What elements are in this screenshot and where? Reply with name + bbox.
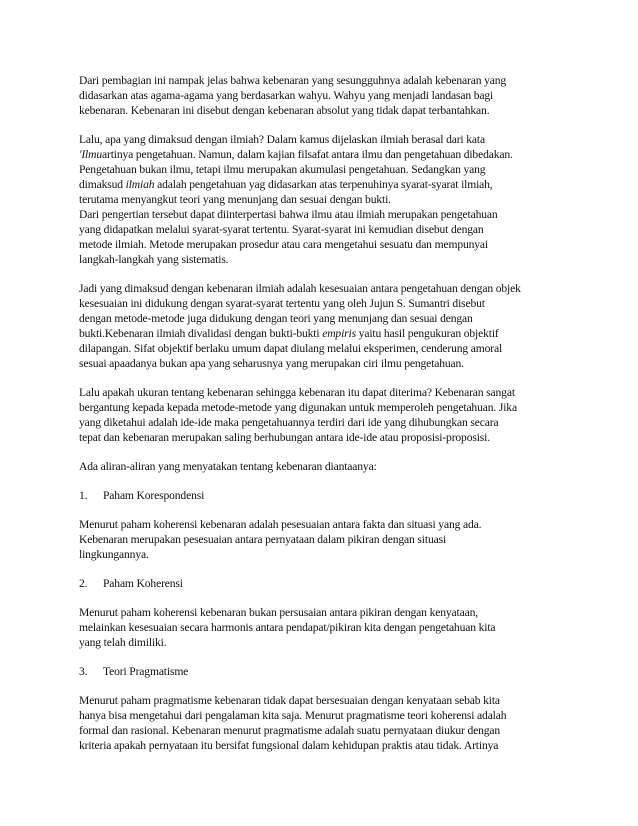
text-line — [79, 147, 569, 162]
text-line — [79, 326, 569, 341]
text-segment: dimaksud — [79, 178, 126, 191]
heading-label: Paham Koherensi — [103, 577, 183, 590]
heading-label: Paham Korespondensi — [103, 489, 205, 502]
text-line: sesuai apaadanya bukan apa yang seharusnya yang merupakan ciri ilmu pengetahuan. — [79, 357, 464, 370]
text-line: didasarkan atas agama-agama yang berdasarkan wahyu. Wahyu yang menjadi landasan bagi — [79, 89, 494, 102]
text-line: yang didapatkan melalui syarat-syarat tertentu. Syarat-syarat ini kemudian disebut dengan — [79, 223, 484, 236]
text-line: metode ilmiah. Metode merupakan prosedur atau cara mengetahui sesuatu dan mempunyai — [79, 238, 488, 251]
text-line: kesesuaian ini didukung dengan syarat-syarat tertentu yang oleh Jujun S. Sumantri disebut — [79, 297, 485, 310]
paragraph-definisi-ilmiah — [79, 132, 569, 207]
text-line: kriteria apakah pernyataan itu bersifat fungsional dalam kehidupan praktis atau tidak. Artinya — [79, 739, 499, 752]
text-line: Dari pengertian tersebut dapat diinterpertasi bahwa ilmu atau ilmiah merupakan pengetahuan — [79, 208, 498, 221]
text-line: Ada aliran-aliran yang menyatakan tentang kebenaran diantaanya: — [79, 460, 377, 473]
text-line: Menurut paham koherensi kebenaran bukan persusaian antara pikiran dengan kenyataan, — [79, 606, 478, 619]
section-heading-koherensi — [79, 576, 569, 591]
text-line: dengan metode-metode juga didukung dengan teori yang menunjang dan sesuai dengan — [79, 312, 473, 325]
text-segment: yaitu hasil pengukuran objektif — [355, 327, 499, 340]
text-line: Dari pembagian ini nampak jelas bahwa kebenaran yang sesungguhnya adalah kebenaran yang — [79, 74, 507, 87]
paragraph-aliran-kebenaran — [79, 459, 569, 474]
text-line: Jadi yang dimaksud dengan kebenaran ilmiah adalah kesesuaian antara pengetahuan dengan objek — [79, 282, 521, 295]
text-line: lingkungannya. — [79, 548, 149, 561]
text-line: Pengetahuan bukan ilmu, tetapi ilmu merupakan akumulasi pengetahuan. Sedangkan yang — [79, 163, 486, 176]
heading-number: 1. — [79, 489, 88, 502]
paragraph-metode-ilmiah — [79, 207, 569, 267]
heading-number: 3. — [79, 665, 88, 678]
text-line: Menurut paham koherensi kebenaran adalah pesesuaian antara fakta dan situasi yang ada. — [79, 518, 482, 531]
text-line: hanya bisa mengetahui dari pengalaman kita saja. Menurut pragmatisme teori koherensi adalah — [79, 709, 507, 722]
text-line: bergantung kepada kepada metode-metode yang digunakan untuk memperoleh pengetahuan. Jika — [79, 401, 517, 414]
paragraph-koherensi — [79, 605, 569, 650]
text-line: langkah-langkah yang sistematis. — [79, 253, 229, 266]
text-segment: artinya pengetahuan. Namun, dalam kajian filsafat antara ilmu dan pengetahuan dibedakan. — [101, 148, 513, 161]
paragraph-korespondensi — [79, 517, 569, 562]
paragraph-kebenaran-ilmiah — [79, 281, 569, 371]
section-heading-pragmatisme — [79, 664, 569, 679]
text-line: Lalu apakah ukuran tentang kebenaran sehingga kebenaran itu dapat diterima? Kebenaran sangat — [79, 386, 515, 399]
text-segment: bukti.Kebenaran ilmiah divalidasi dengan bukti-bukti — [79, 327, 323, 340]
text-line: tepat dan kebenaran merupakan saling berhubungan antara ide-ide atau proposisi-proposisi. — [79, 431, 490, 444]
text-line: Kebenaran merupakan pesesuaian antara pernyataan dalam pikiran dengan situasi — [79, 533, 447, 546]
document-page — [79, 73, 569, 753]
text-line: yang diketahui adalah ide-ide maka pengetahuannya terdiri dari ide yang dihubungkan secara — [79, 416, 499, 429]
italic-term-ilmu: 'Ilmu — [79, 148, 102, 161]
text-line: Menurut paham pragmatisme kebenaran tidak dapat bersesuaian dengan kenyataan sebab kita — [79, 694, 500, 707]
text-line: yang telah dimiliki. — [79, 636, 167, 649]
text-line: melainkan kesesuaian secara harmonis antara pendapat/pikiran kita dengan pengetahuan kita — [79, 621, 496, 634]
text-segment: adalah pengetahuan yag didasarkan atas terpenuhinya syarat-syarat ilmiah, — [154, 178, 493, 191]
heading-number: 2. — [79, 577, 88, 590]
text-line: kebenaran. Kebenaran ini disebut dengan kebenaran absolut yang tidak dapat terbantahkan. — [79, 104, 490, 117]
heading-label: Teori Pragmatisme — [103, 665, 189, 678]
paragraph-kebenaran-absolut — [79, 73, 569, 118]
text-line: Lalu, apa yang dimaksud dengan ilmiah? Dalam kamus dijelaskan ilmiah berasal dari kata — [79, 133, 485, 146]
italic-term-ilmiah: ilmiah — [125, 178, 155, 191]
text-line: dilapangan. Sifat objektif berlaku umum dapat diulang melalui eksperimen, cenderung amoral — [79, 342, 503, 355]
paragraph-pragmatisme — [79, 693, 569, 753]
text-line: terutama menyangkut teori yang menunjang dan sesuai dengan bukti. — [79, 193, 391, 206]
text-line — [79, 177, 569, 192]
italic-term-empiris: empiris — [322, 327, 356, 340]
text-line: formal dan rasional. Kebenaran menurut pragmatisme adalah suatu pernyataan diukur dengan — [79, 724, 501, 737]
section-heading-korespondensi — [79, 488, 569, 503]
paragraph-ukuran-kebenaran — [79, 385, 569, 445]
